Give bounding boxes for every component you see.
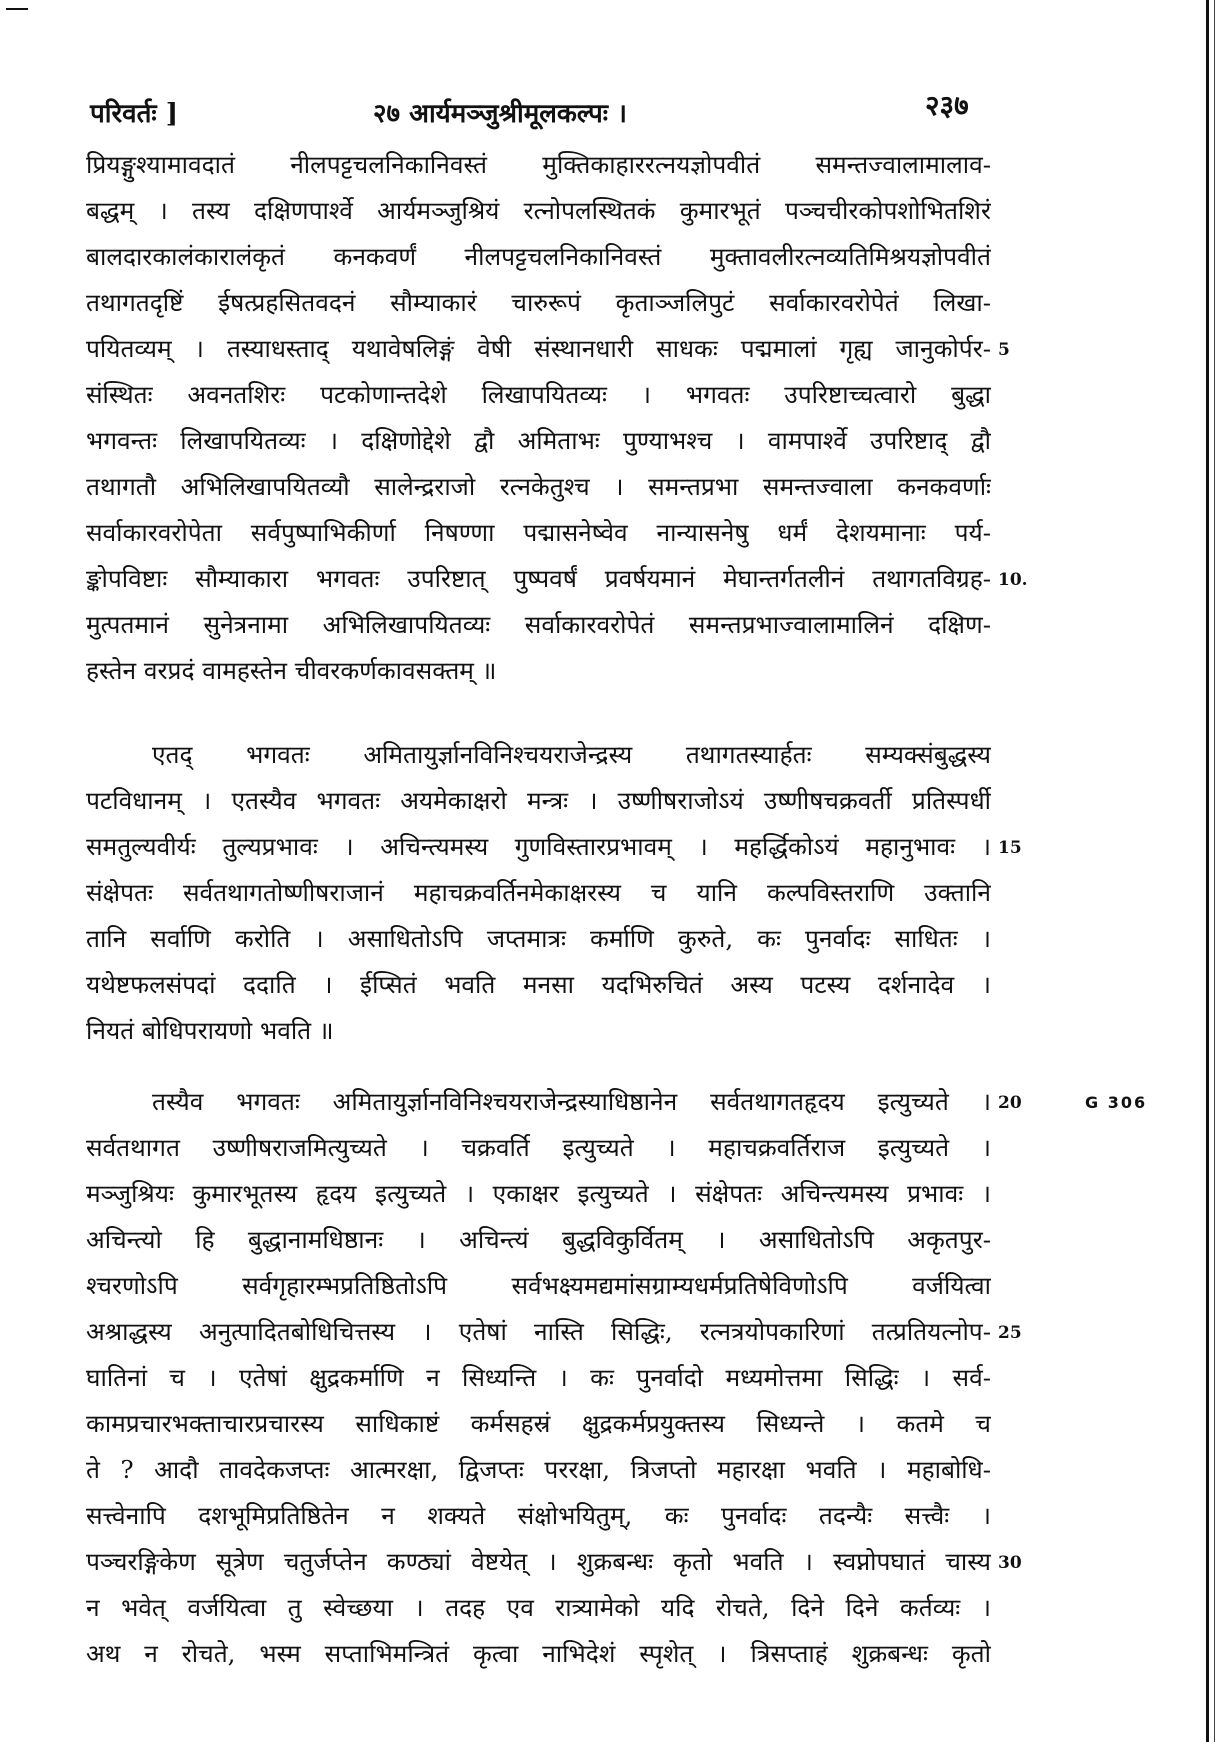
text-line: तस्यैव भगवतः अमितायुर्ज्ञानविनिश्चयराजेन्द्रस्याधिष्ठानेन सर्वतथागतहृदय इत्युच्यते । [152, 1087, 991, 1116]
text-line: सत्त्वेनापि दशभूमिप्रतिष्ठितेन न शक्यते संक्षोभयितुम्, कः पुनर्वादः तदन्यैः सत्त्वैः । [86, 1501, 991, 1530]
binding-rule-inner [1214, 0, 1215, 1742]
text-line: बालदारकालंकारालंकृतं कनकवर्णं नीलपट्टचलनिकानिवस्तं मुक्तावलीरत्नव्यतिमिश्रयज्ञोपवीतं [86, 242, 991, 271]
text-line: यथेष्टफलसंपदां ददाति । ईप्सितं भवति मनसा यदभिरुचितं अस्य पटस्य दर्शनादेव । [86, 970, 991, 999]
text-line: समतुल्यवीर्यः तुल्यप्रभावः । अचिन्त्यमस्य गुणविस्तारप्रभावम् । महर्द्धिकोऽयं महानुभावः । [86, 832, 991, 861]
text-line: पटविधानम् । एतस्यैव भगवतः अयमेकाक्षरो मन्त्रः । उष्णीषराजोऽयं उष्णीषचक्रवर्ती प्रतिस्पर्धी [86, 786, 991, 815]
text-line: पयितव्यम् । तस्याधस्ताद् यथावेषलिङ्गं वेषी संस्थानधारी साधकः पद्ममालां गृह्य जानुकोर्पर- [86, 334, 991, 363]
header-chapter: परिवर्तः ] [90, 99, 179, 129]
text-line: श्चरणोऽपि सर्वगृहारम्भप्रतिष्ठितोऽपि सर्वभक्ष्यमद्यमांसग्राम्यधर्मप्रतिषेविणोऽपि वर्जयित्वा [86, 1271, 991, 1300]
line-number: 30 [998, 1553, 1022, 1573]
text-line: नियतं बोधिपरायणो भवति ॥ [86, 1016, 334, 1045]
text-line: अचिन्त्यो हि बुद्धानामधिष्ठानः । अचिन्त्यं बुद्धविकुर्वितम् । असाधितोऽपि अकृतपुर- [86, 1225, 991, 1254]
text-line: कामप्रचारभक्ताचारप्रचारस्य साधिकाष्टं कर्मसहस्रं क्षुद्रकर्मप्रयुक्तस्य सिध्यन्ते । कतमे च [86, 1409, 991, 1438]
page-number: २३७ [925, 89, 969, 122]
text-line: प्रियङ्गुश्यामावदातं नीलपट्टचलनिकानिवस्तं मुक्तिकाहाररत्नयज्ञोपवीतं समन्तज्वालामालाव- [86, 150, 991, 179]
line-number: 5 [998, 340, 1010, 360]
text-line: बद्धम् । तस्य दक्षिणपार्श्वे आर्यमञ्जुश्रियं रत्नोपलस्थितकं कुमारभूतं पञ्चचीरकोपशोभितशिरं [86, 196, 991, 225]
margin-reference: G 306 [1085, 1093, 1148, 1112]
binding-rule [1206, 0, 1209, 1742]
text-line: घातिनां च । एतेषां क्षुद्रकर्माणि न सिध्यन्ति । कः पुनर्वादो मध्यमोत्तमा सिद्धिः । सर्व- [86, 1363, 991, 1392]
text-line: सर्वाकारवरोपेता सर्वपुष्पाभिकीर्णा निषण्णा पद्मासनेष्वेव नान्यासनेषु धर्मं देशयमानाः पर्य- [86, 518, 991, 547]
text-line: न भवेत् वर्जयित्वा तु स्वेच्छया । तदह एव रात्र्यामेको यदि रोचते, दिने दिने कर्तव्यः । [86, 1593, 991, 1622]
text-line: भगवन्तः लिखापयितव्यः । दक्षिणोद्देशे द्वौ अमिताभः पुण्याभश्च । वामपार्श्वे उपरिष्टाद् द्वौ [86, 426, 991, 455]
line-number: 25 [998, 1323, 1022, 1343]
text-line: ते ? आदौ तावदेकजप्तः आत्मरक्षा, द्विजप्तः पररक्षा, त्रिजप्तो महारक्षा भवति । महाबोधि- [86, 1455, 991, 1484]
line-number: 10. [998, 570, 1028, 590]
text-line: संक्षेपतः सर्वतथागतोष्णीषराजानं महाचक्रवर्तिनमेकाक्षरस्य च यानि कल्पविस्तराणि उक्तानि [86, 878, 991, 907]
text-line: एतद् भगवतः अमितायुर्ज्ञानविनिश्चयराजेन्द्रस्य तथागतस्यार्हतः सम्यक्संबुद्धस्य [152, 740, 991, 769]
text-line: तानि सर्वाणि करोति । असाधितोऽपि जप्तमात्रः कर्माणि कुरुते, कः पुनर्वादः साधितः । [86, 924, 991, 953]
text-line: अश्राद्धस्य अनुत्पादितबोधिचित्तस्य । एतेषां नास्ति सिद्धिः, रत्नत्रयोपकारिणां तत्प्रतियत्नोप- [86, 1317, 991, 1346]
text-line: पञ्चरङ्गिकेण सूत्रेण चतुर्जप्तेन कण्ठ्यां वेष्टयेत् । शुक्रबन्धः कृतो भवति । स्वप्नोपघातं चास्य [86, 1547, 991, 1576]
line-number: 20 [998, 1093, 1022, 1113]
text-line: अथ न रोचते, भस्म सप्ताभिमन्त्रितं कृत्वा नाभिदेशं स्पृशेत् । त्रिसप्ताहं शुक्रबन्धः कृतो [86, 1639, 991, 1668]
header-title: २७ आर्यमञ्जुश्रीमूलकल्पः । [373, 99, 627, 129]
text-line: मञ्जुश्रियः कुमारभूतस्य हृदय इत्युच्यते । एकाक्षर इत्युच्यते । संक्षेपतः अचिन्त्यमस्य प्रभावः । [86, 1179, 991, 1208]
text-line: मुत्पतमानं सुनेत्रनामा अभिलिखापयितव्यः सर्वाकारवरोपेतं समन्तप्रभाज्वालामालिनं दक्षिण- [86, 610, 991, 639]
text-line: सर्वतथागत उष्णीषराजमित्युच्यते । चक्रवर्ति इत्युच्यते । महाचक्रवर्तिराज इत्युच्यते । [86, 1133, 991, 1162]
line-number: 15 [998, 838, 1022, 858]
text-line: ङ्कोपविष्टाः सौम्याकारा भगवतः उपरिष्टात् पुष्पवर्षं प्रवर्षयमानं मेघान्तर्गतलीनं तथागतविग्रह- [86, 564, 991, 593]
text-line: तथागतदृष्टिं ईषत्प्रहसितवदनं सौम्याकारं चारुरूपं कृताञ्जलिपुटं सर्वाकारवरोपेतं लिखा- [86, 288, 991, 317]
text-line: तथागतौ अभिलिखापयितव्यौ सालेन्द्रराजो रत्नकेतुश्च । समन्तप्रभा समन्तज्वाला कनकवर्णाः [86, 472, 991, 501]
text-line: संस्थितः अवनतशिरः पटकोणान्तदेशे लिखापयितव्यः । भगवतः उपरिष्टाच्चत्वारो बुद्धा [86, 380, 991, 409]
text-line: हस्तेन वरप्रदं वामहस्तेन चीवरकर्णकावसक्तम् ॥ [86, 656, 497, 685]
running-header [80, 84, 1040, 129]
corner-mark [6, 8, 28, 10]
